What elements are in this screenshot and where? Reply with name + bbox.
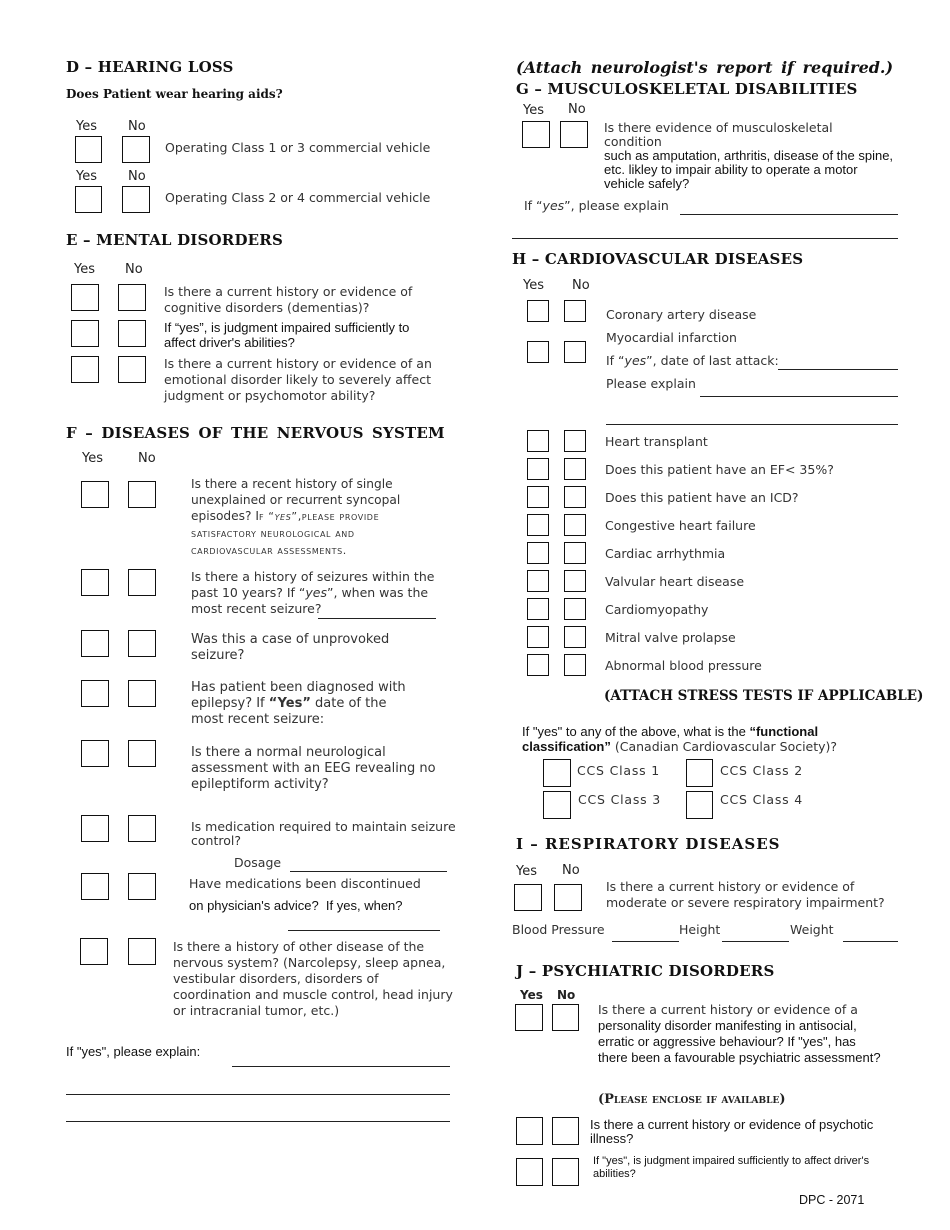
h-mi-date-label: If “yes”, date of last attack: (606, 353, 779, 368)
h-heart-transplant-no-checkbox[interactable] (564, 430, 586, 452)
h-bp-no-checkbox[interactable] (564, 654, 586, 676)
g-explain-line-2[interactable] (512, 238, 898, 239)
no-label: No (128, 169, 146, 184)
h-arrhythmia-yes-checkbox[interactable] (527, 542, 549, 564)
e1-no-checkbox[interactable] (118, 284, 146, 311)
no-label: No (557, 988, 576, 1002)
h-valvular-yes-checkbox[interactable] (527, 570, 549, 592)
blood-pressure-line[interactable] (612, 941, 679, 942)
d1-yes-checkbox[interactable] (75, 136, 102, 163)
j3-label: If "yes", is judgment impaired sufficiently to affect driver's abilities? (593, 1155, 870, 1180)
f2-answer-line[interactable] (318, 618, 436, 619)
h-bp-yes-checkbox[interactable] (527, 654, 549, 676)
dosage-label: Dosage (234, 855, 282, 870)
h-valvular-no-checkbox[interactable] (564, 570, 586, 592)
j1-label: Is there a current history or evidence of a personality disorder manifesting in antisocial, erratic or aggressive behaviour? If "yes", has there been a favourable psychiatric assessment? (598, 1002, 881, 1065)
height-line[interactable] (722, 941, 789, 942)
no-label: No (128, 119, 146, 134)
yes-label: Yes (82, 451, 103, 466)
f3-no-checkbox[interactable] (128, 630, 156, 657)
h-mitral-no-checkbox[interactable] (564, 626, 586, 648)
f2-no-checkbox[interactable] (128, 569, 156, 596)
yes-label: Yes (523, 103, 544, 118)
e3-no-checkbox[interactable] (118, 356, 146, 383)
i1-no-checkbox[interactable] (554, 884, 582, 911)
f3-label: Was this a case of unprovoked seizure? (191, 632, 390, 663)
f2-label: Is there a history of seizures within the past 10 years? If “yes”, when was the most recent seizure? (191, 569, 435, 616)
stress-tests-note: (ATTACH STRESS TESTS IF APPLICABLE) (604, 688, 924, 704)
f7-no-checkbox[interactable] (128, 873, 156, 900)
section-h-title: H – CARDIOVASCULAR DISEASES (512, 250, 804, 268)
h-cad-no-checkbox[interactable] (564, 300, 586, 322)
h-bp-label: Abnormal blood pressure (605, 658, 762, 673)
h-heart-transplant-label: Heart transplant (605, 434, 708, 449)
d2-no-checkbox[interactable] (122, 186, 150, 213)
d2-label: Operating Class 2 or 4 commercial vehicle (165, 190, 431, 205)
ccs-class-4-checkbox[interactable] (686, 791, 713, 819)
h-chf-no-checkbox[interactable] (564, 514, 586, 536)
ccs-class-4-label: CCS Class 4 (720, 792, 803, 807)
h-cad-yes-checkbox[interactable] (527, 300, 549, 322)
ccs-class-2-checkbox[interactable] (686, 759, 713, 787)
no-label: No (125, 262, 143, 277)
g1-no-checkbox[interactable] (560, 121, 588, 148)
f5-label: Is there a normal neurological assessment with an EEG revealing no epileptiform activity? (191, 745, 436, 792)
h-ef-yes-checkbox[interactable] (527, 458, 549, 480)
g-explain-line-1[interactable] (680, 214, 898, 215)
ccs-class-3-label: CCS Class 3 (578, 792, 661, 807)
f-explain-line-1[interactable] (232, 1066, 450, 1067)
g-explain-label: If “yes”, please explain (524, 198, 669, 213)
section-j-title: J – PSYCHIATRIC DISORDERS (516, 962, 775, 980)
j1-yes-checkbox[interactable] (515, 1004, 543, 1031)
neurologist-report-note: (Attach neurologist's report if required.) (516, 58, 894, 77)
dosage-line[interactable] (290, 871, 447, 872)
e2-no-checkbox[interactable] (118, 320, 146, 347)
no-label: No (562, 863, 580, 878)
h-cardiomyopathy-yes-checkbox[interactable] (527, 598, 549, 620)
weight-line[interactable] (843, 941, 898, 942)
f5-yes-checkbox[interactable] (81, 740, 109, 767)
f7-yes-checkbox[interactable] (81, 873, 109, 900)
f8-yes-checkbox[interactable] (80, 938, 108, 965)
h-mi-explain-label: Please explain (606, 376, 696, 391)
f8-no-checkbox[interactable] (128, 938, 156, 965)
i1-label: Is there a current history or evidence of moderate or severe respiratory impairment? (606, 879, 885, 910)
d2-yes-checkbox[interactable] (75, 186, 102, 213)
e3-label: Is there a current history or evidence of an emotional disorder likely to severely affect judgment or psychomotor ability? (164, 356, 432, 403)
f4-no-checkbox[interactable] (128, 680, 156, 707)
h-icd-yes-checkbox[interactable] (527, 486, 549, 508)
h-cardiomyopathy-label: Cardiomyopathy (605, 602, 709, 617)
g1-yes-checkbox[interactable] (522, 121, 550, 148)
h-mitral-yes-checkbox[interactable] (527, 626, 549, 648)
j3-no-checkbox[interactable] (552, 1158, 579, 1186)
f7-label-a: Have medications been discontinued (189, 876, 421, 891)
f6-label: Is medication required to maintain seizure control? (191, 819, 456, 848)
f-explain-line-2[interactable] (66, 1094, 450, 1095)
g1-label: Is there evidence of musculoskeletal condition such as amputation, arthritis, disease of the spine, etc. likley to impair ability to operate a motor vehicle safely? (604, 120, 894, 191)
f-explain-line-3[interactable] (66, 1121, 450, 1122)
ccs-class-1-checkbox[interactable] (543, 759, 571, 787)
f-explain-label: If "yes", please explain: (66, 1044, 201, 1059)
f1-yes-checkbox[interactable] (81, 481, 109, 508)
no-label: No (138, 451, 156, 466)
f6-yes-checkbox[interactable] (81, 815, 109, 842)
yes-label: Yes (74, 262, 95, 277)
yes-label: Yes (520, 988, 543, 1002)
h-mi-explain-line-1[interactable] (700, 396, 898, 397)
h-mi-date-line[interactable] (778, 369, 898, 370)
h-ef-no-checkbox[interactable] (564, 458, 586, 480)
blood-pressure-label: Blood Pressure (512, 922, 605, 937)
ccs-class-2-label: CCS Class 2 (720, 763, 803, 778)
yes-label: Yes (76, 169, 97, 184)
j1-no-checkbox[interactable] (552, 1004, 579, 1031)
functional-class-question: If "yes" to any of the above, what is the “functional classification” (Canadian Cardiovascular Society)? (522, 724, 838, 754)
h-icd-no-checkbox[interactable] (564, 486, 586, 508)
e1-yes-checkbox[interactable] (71, 284, 99, 311)
h-ef-label: Does this patient have an EF< 35%? (605, 462, 834, 477)
d1-no-checkbox[interactable] (122, 136, 150, 163)
h-arrhythmia-label: Cardiac arrhythmia (605, 546, 726, 561)
enclose-note: (Please enclose if available) (598, 1092, 786, 1107)
hearing-aids-question: Does Patient wear hearing aids? (66, 87, 283, 101)
form-code: DPC - 2071 (799, 1193, 865, 1207)
h-heart-transplant-yes-checkbox[interactable] (527, 430, 549, 452)
f4-label: Has patient been diagnosed with epilepsy? If “Yes” date of the most recent seizure: (191, 680, 406, 727)
j2-label: Is there a current history or evidence of psychotic illness? (590, 1117, 874, 1146)
h-mi-no-checkbox[interactable] (564, 341, 586, 363)
f1-no-checkbox[interactable] (128, 481, 156, 508)
h-chf-yes-checkbox[interactable] (527, 514, 549, 536)
ccs-class-3-checkbox[interactable] (543, 791, 571, 819)
j3-yes-checkbox[interactable] (516, 1158, 543, 1186)
f7-label-b: on physician's advice? If yes, when? (189, 898, 403, 913)
f1-label: Is there a recent history of single unexplained or recurrent syncopal episodes? If “yes”,please provide satisfactory neurological and cardiovascular assessments. (191, 477, 401, 557)
h-mi-yes-checkbox[interactable] (527, 341, 549, 363)
e3-yes-checkbox[interactable] (71, 356, 99, 383)
i1-yes-checkbox[interactable] (514, 884, 542, 911)
h-cad-label: Coronary artery disease (606, 307, 757, 322)
h-mitral-label: Mitral valve prolapse (605, 630, 736, 645)
f2-yes-checkbox[interactable] (81, 569, 109, 596)
f8-label: Is there a history of other disease of the nervous system? (Narcolepsy, sleep apnea, vestibular disorders, disorders of coordination and muscle control, head injury or intracranial tumor, etc.) (173, 939, 453, 1018)
h-mi-explain-line-2[interactable] (606, 424, 898, 425)
section-f-title: F – DISEASES OF THE NERVOUS SYSTEM (66, 424, 445, 442)
section-e-title: E – MENTAL DISORDERS (66, 231, 284, 249)
h-chf-label: Congestive heart failure (605, 518, 756, 533)
yes-label: Yes (523, 278, 544, 293)
f4-yes-checkbox[interactable] (81, 680, 109, 707)
f3-yes-checkbox[interactable] (81, 630, 109, 657)
no-label: No (572, 278, 590, 293)
yes-label: Yes (76, 119, 97, 134)
section-g-title: G – MUSCULOSKELETAL DISABILITIES (516, 80, 858, 98)
h-mi-label: Myocardial infarction (606, 330, 737, 345)
e2-yes-checkbox[interactable] (71, 320, 99, 347)
section-d-title: D – HEARING LOSS (66, 58, 234, 76)
no-label: No (568, 102, 586, 117)
e2-label: If “yes”, is judgment impaired sufficiently to affect driver's abilities? (164, 320, 410, 350)
d1-label: Operating Class 1 or 3 commercial vehicle (165, 140, 431, 155)
h-icd-label: Does this patient have an ICD? (605, 490, 799, 505)
j2-yes-checkbox[interactable] (516, 1117, 543, 1145)
h-valvular-label: Valvular heart disease (605, 574, 745, 589)
weight-label: Weight (790, 922, 834, 937)
yes-label: Yes (516, 864, 537, 879)
h-cardiomyopathy-no-checkbox[interactable] (564, 598, 586, 620)
f6-no-checkbox[interactable] (128, 815, 156, 842)
height-label: Height (679, 922, 721, 937)
h-arrhythmia-no-checkbox[interactable] (564, 542, 586, 564)
ccs-class-1-label: CCS Class 1 (577, 763, 660, 778)
f5-no-checkbox[interactable] (128, 740, 156, 767)
f7-answer-line[interactable] (288, 930, 440, 931)
j2-no-checkbox[interactable] (552, 1117, 579, 1145)
e1-label: Is there a current history or evidence of cognitive disorders (dementias)? (164, 284, 413, 315)
section-i-title: I – RESPIRATORY DISEASES (516, 835, 781, 853)
